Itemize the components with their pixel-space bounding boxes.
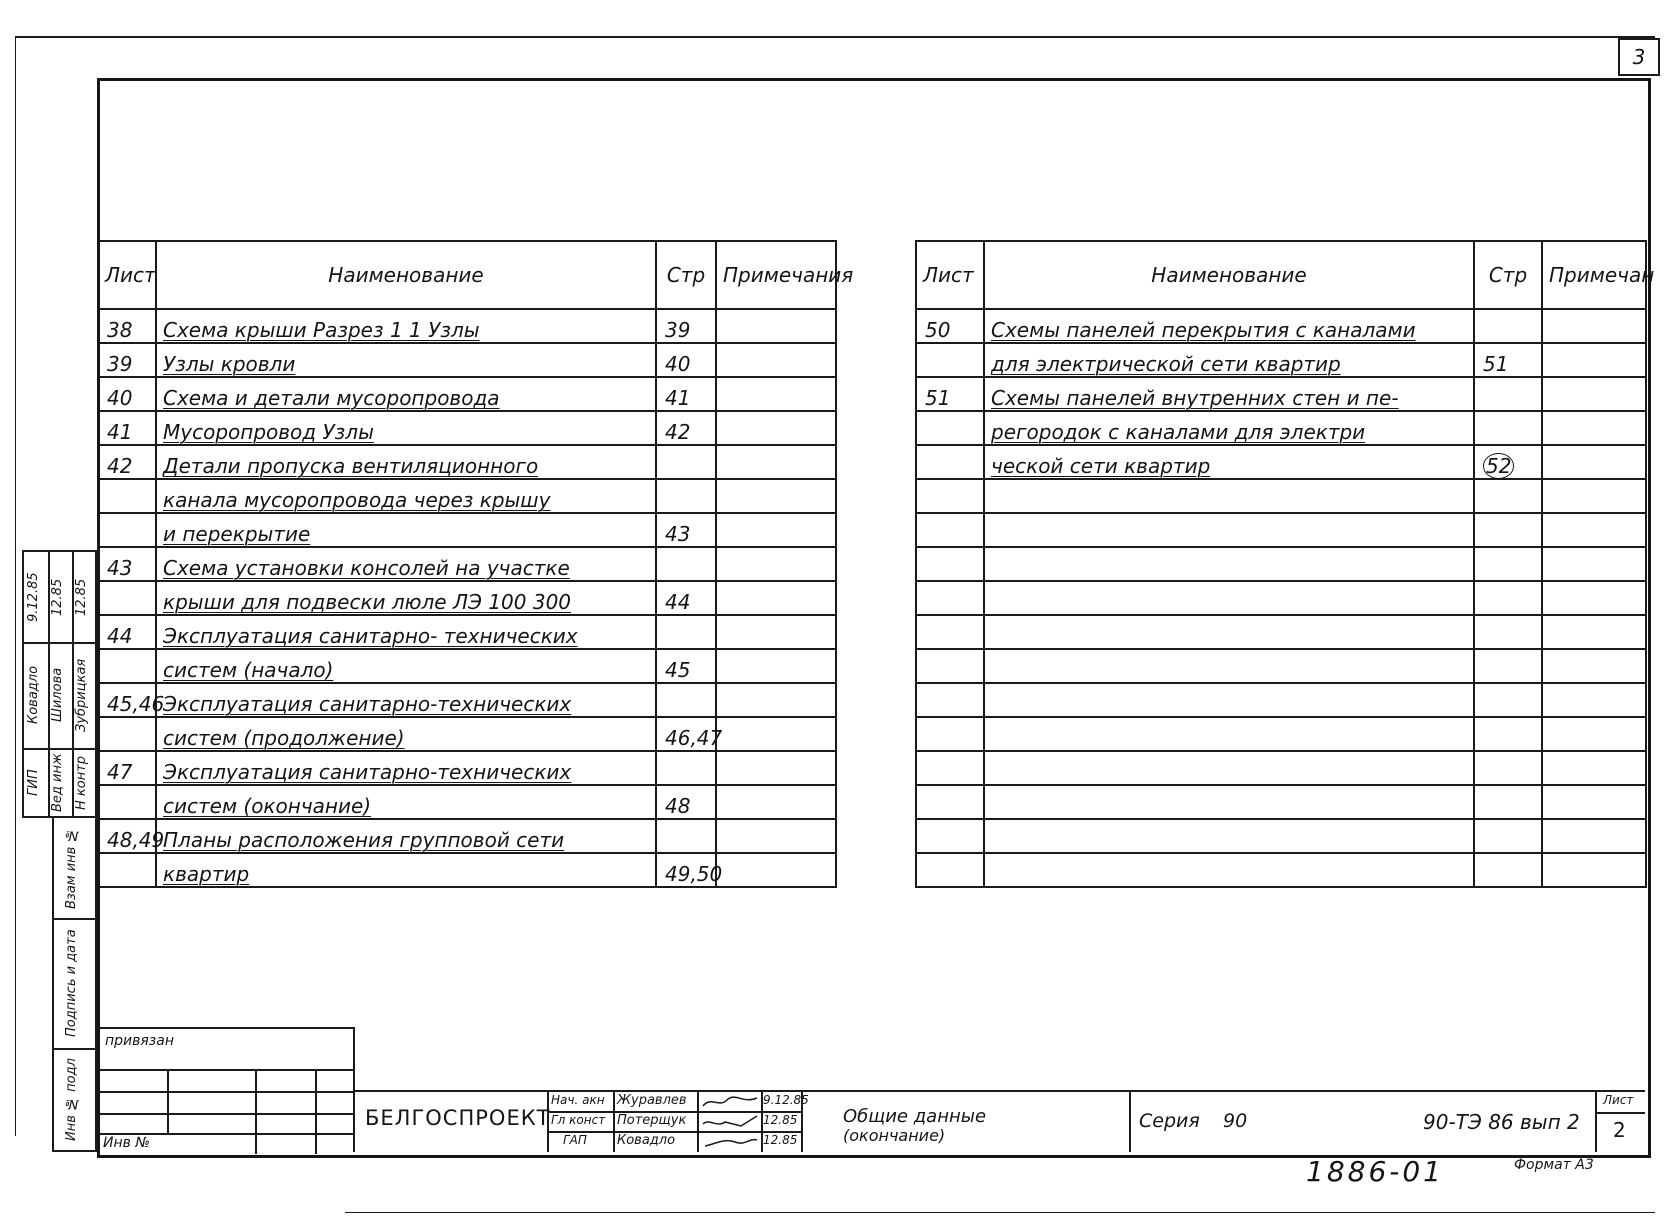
row-name — [984, 615, 1474, 649]
row-sheet-number — [98, 513, 156, 547]
sheet-number: 2 — [1613, 1118, 1626, 1142]
row-name — [156, 615, 656, 649]
stamp-name-2: Шилова — [50, 667, 65, 723]
row-sheet-number-text: 47 — [107, 760, 133, 784]
row-notes — [1542, 513, 1646, 547]
row-sheet-number — [916, 479, 984, 513]
row-sheet-number-text: 43 — [107, 556, 133, 580]
row-page-text: 48 — [665, 794, 691, 818]
row-name — [984, 785, 1474, 819]
row-sheet-number — [98, 445, 156, 479]
row-name-text: систем (продолжение) — [163, 726, 405, 750]
table-row — [916, 479, 1646, 513]
row-name-text: крыши для подвески люле ЛЭ 100 300 — [163, 590, 572, 614]
table-row — [98, 751, 836, 785]
table-row — [98, 513, 836, 547]
row-name — [156, 343, 656, 377]
table-row — [98, 377, 836, 411]
row-sheet-number — [98, 581, 156, 615]
row-name — [984, 445, 1474, 479]
drawing-title-line2: (окончание) — [843, 1126, 946, 1145]
table-row — [98, 853, 836, 887]
row-notes — [1542, 819, 1646, 853]
document-code: 90-ТЭ 86 вып 2 — [1423, 1110, 1580, 1134]
corner-sheet-number-box — [1618, 38, 1660, 76]
row-notes — [716, 445, 836, 479]
row-sheet-number — [916, 683, 984, 717]
row-page-text: 41 — [665, 386, 691, 410]
row-name-text: Схема крыши Разрез 1 1 Узлы — [163, 318, 480, 342]
row-name — [156, 445, 656, 479]
row-notes — [716, 717, 836, 751]
row-notes — [716, 377, 836, 411]
row-sheet-number-text: 44 — [107, 624, 133, 648]
row-name — [984, 411, 1474, 445]
row-page — [1474, 819, 1542, 853]
row-notes — [716, 309, 836, 343]
row-name — [984, 751, 1474, 785]
row-name — [156, 819, 656, 853]
row-page-text: 52 — [1483, 453, 1514, 479]
staff-grid — [547, 1092, 809, 1152]
row-name — [156, 717, 656, 751]
staff-date-3: 12.85 — [763, 1133, 798, 1147]
table-row — [98, 717, 836, 751]
row-page — [1474, 343, 1542, 377]
row-page — [656, 513, 716, 547]
row-page — [1474, 649, 1542, 683]
row-sheet-number — [98, 717, 156, 751]
row-page-text: 39 — [665, 318, 691, 342]
row-notes — [716, 853, 836, 887]
stamp-role-2: Вед инж — [50, 753, 65, 813]
table-row — [916, 819, 1646, 853]
row-name-text: Детали пропуска вентиляционного — [163, 454, 539, 478]
row-name-text: Эксплуатация санитарно-технических — [163, 692, 572, 716]
row-page — [1474, 785, 1542, 819]
signature-1 — [701, 1094, 759, 1110]
row-page — [656, 547, 716, 581]
row-sheet-number — [916, 717, 984, 751]
row-sheet-number — [98, 343, 156, 377]
staff-name-1: Журавлев — [617, 1093, 687, 1108]
row-name-text: квартир — [163, 862, 250, 886]
row-page — [656, 717, 723, 751]
row-notes — [716, 547, 836, 581]
stamp-name-1: Ковадло — [26, 665, 41, 725]
row-notes — [716, 819, 836, 853]
sheet-label: Лист — [1603, 1093, 1634, 1107]
header-page: Стр — [1474, 241, 1542, 309]
staff-date-1: 9.12.85 — [763, 1093, 809, 1107]
row-notes — [1542, 445, 1646, 479]
row-name — [984, 343, 1474, 377]
row-page — [1474, 717, 1542, 751]
table-row — [916, 683, 1646, 717]
row-page — [656, 785, 716, 819]
sheet-bottom-edge — [345, 1212, 1655, 1213]
row-name — [984, 819, 1474, 853]
row-page — [656, 343, 716, 377]
row-page — [1474, 309, 1542, 343]
row-sheet-number — [916, 615, 984, 649]
row-name-text: для электрической сети квартир — [991, 352, 1341, 376]
row-name — [156, 853, 656, 887]
row-sheet-number — [916, 819, 984, 853]
table-row — [98, 581, 836, 615]
series-label: Серия — [1139, 1110, 1200, 1132]
side-labels-column — [52, 816, 97, 1152]
row-name-text: Мусоропровод Узлы — [163, 420, 374, 444]
table-row — [98, 479, 836, 513]
row-notes — [1542, 547, 1646, 581]
row-sheet-number-text: 41 — [107, 420, 133, 444]
row-name — [984, 649, 1474, 683]
row-name-text: Эксплуатация санитарно-технических — [163, 760, 572, 784]
table-row — [98, 411, 836, 445]
row-page — [1474, 853, 1542, 887]
row-page — [656, 479, 716, 513]
header-notes: Примечания — [716, 241, 836, 309]
stamp-date-1: 9.12.85 — [26, 572, 41, 622]
row-name — [156, 479, 656, 513]
row-page — [1474, 751, 1542, 785]
row-notes — [1542, 343, 1646, 377]
row-page — [656, 377, 716, 411]
row-notes — [716, 411, 836, 445]
row-sheet-number — [916, 513, 984, 547]
row-page — [1474, 683, 1542, 717]
row-sheet-number — [916, 785, 984, 819]
signature-3 — [701, 1134, 759, 1150]
row-notes — [716, 343, 836, 377]
table-row — [98, 547, 836, 581]
row-name — [156, 649, 656, 683]
row-name-text: Узлы кровли — [163, 352, 296, 376]
left-table-header — [98, 241, 836, 309]
row-name-text: канала мусоропровода через крышу — [163, 488, 551, 512]
table-row — [98, 785, 836, 819]
row-page — [656, 853, 723, 887]
row-sheet-number — [98, 683, 165, 717]
row-sheet-number — [98, 649, 156, 683]
row-notes — [716, 683, 836, 717]
row-name — [984, 513, 1474, 547]
signature-2 — [701, 1114, 759, 1130]
row-name — [156, 785, 656, 819]
row-sheet-number — [98, 479, 156, 513]
row-page — [1474, 581, 1542, 615]
row-sheet-number-text: 50 — [925, 318, 951, 342]
row-page — [656, 309, 716, 343]
row-notes — [716, 615, 836, 649]
format-label: Формат А3 — [1514, 1157, 1594, 1173]
row-sheet-number-text: 38 — [107, 318, 133, 342]
row-sheet-number — [98, 785, 156, 819]
table-row — [916, 615, 1646, 649]
staff-name-3: Ковадло — [617, 1133, 676, 1148]
header-notes: Примечан — [1542, 241, 1646, 309]
row-name — [984, 717, 1474, 751]
row-name — [156, 411, 656, 445]
table-row — [916, 581, 1646, 615]
row-page — [656, 649, 716, 683]
row-page — [656, 581, 716, 615]
row-page — [1474, 547, 1542, 581]
row-sheet-number — [98, 411, 156, 445]
row-sheet-number-text: 45,46 — [107, 692, 165, 716]
row-name — [984, 479, 1474, 513]
row-name — [156, 309, 656, 343]
table-row — [916, 717, 1646, 751]
row-page — [1474, 513, 1542, 547]
row-sheet-number-text: 40 — [107, 386, 133, 410]
row-notes — [716, 581, 836, 615]
row-name — [156, 377, 656, 411]
staff-date-2: 12.85 — [763, 1113, 798, 1127]
row-page-text: 46,47 — [665, 726, 723, 750]
staff-role-1: Нач. акн — [551, 1093, 605, 1107]
row-notes — [1542, 649, 1646, 683]
binding-block — [97, 1027, 355, 1152]
row-name — [156, 683, 656, 717]
row-sheet-number — [98, 819, 165, 853]
row-page-text: 45 — [665, 658, 691, 682]
header-name: Наименование — [156, 241, 656, 309]
row-notes — [1542, 717, 1646, 751]
side-approval-stamp — [22, 550, 97, 818]
row-notes — [716, 785, 836, 819]
row-sheet-number — [916, 309, 984, 343]
inventory-number-label: Инв № — [103, 1135, 150, 1151]
row-sheet-number-text: 48,49 — [107, 828, 165, 852]
row-name — [984, 377, 1474, 411]
left-table-body — [98, 309, 836, 887]
row-sheet-number — [916, 649, 984, 683]
row-sheet-number — [916, 445, 984, 479]
right-table-header — [916, 241, 1646, 309]
row-notes — [1542, 309, 1646, 343]
table-row — [916, 411, 1646, 445]
table-row — [916, 377, 1646, 411]
table-row — [916, 785, 1646, 819]
staff-role-2: Гл конст — [551, 1113, 606, 1127]
title-block — [355, 1090, 1645, 1152]
row-name — [984, 581, 1474, 615]
row-page — [1474, 377, 1542, 411]
row-name-text: Схема и детали мусоропровода — [163, 386, 500, 410]
row-page — [656, 683, 716, 717]
row-sheet-number-text: 42 — [107, 454, 133, 478]
row-name-text: Планы расположения групповой сети — [163, 828, 565, 852]
stamp-role-3: Н контр — [74, 755, 89, 811]
row-notes — [1542, 853, 1646, 887]
sheet-number-cell — [1595, 1092, 1645, 1152]
table-row — [98, 649, 836, 683]
row-page-text: 43 — [665, 522, 691, 546]
row-name-text: Эксплуатация санитарно- технических — [163, 624, 578, 648]
row-name-text: ческой сети квартир — [991, 454, 1211, 478]
row-notes — [1542, 683, 1646, 717]
right-table-body — [916, 309, 1646, 887]
row-page-text: 49,50 — [665, 862, 723, 886]
table-row — [916, 445, 1646, 479]
header-page: Стр — [656, 241, 716, 309]
drawing-title-line1: Общие данные — [843, 1106, 987, 1127]
label-inv-original: Инв № подл — [64, 1058, 79, 1142]
row-notes — [716, 751, 836, 785]
row-name — [984, 683, 1474, 717]
row-notes — [1542, 377, 1646, 411]
row-page — [656, 445, 716, 479]
stamp-role-1: ГИП — [26, 769, 41, 797]
staff-name-2: Потерщук — [617, 1113, 687, 1128]
table-row — [916, 309, 1646, 343]
row-name — [984, 547, 1474, 581]
row-name-text: Схемы панелей внутренних стен и пе- — [991, 386, 1399, 410]
table-row — [98, 343, 836, 377]
organization-name: БЕЛГОСПРОЕКТ — [365, 1106, 551, 1130]
row-sheet-number-text: 39 — [107, 352, 133, 376]
row-name — [156, 513, 656, 547]
row-name-text: регородок с каналами для электри — [991, 420, 1366, 444]
row-page-text: 51 — [1483, 352, 1509, 376]
row-page — [1474, 445, 1542, 479]
table-row — [98, 615, 836, 649]
header-sheet: Лист — [916, 241, 984, 309]
row-page — [656, 615, 716, 649]
table-row — [916, 649, 1646, 683]
series-value: 90 — [1223, 1110, 1248, 1132]
row-page — [656, 751, 716, 785]
header-sheet: Лист — [98, 241, 156, 309]
right-contents-table — [915, 240, 1655, 888]
row-notes — [1542, 615, 1646, 649]
sheet-left-edge — [15, 36, 16, 1136]
row-sheet-number — [98, 377, 156, 411]
row-notes — [716, 649, 836, 683]
row-sheet-number — [916, 411, 984, 445]
row-sheet-number — [98, 615, 156, 649]
header-name: Наименование — [984, 241, 1474, 309]
row-sheet-number-text: 51 — [925, 386, 951, 410]
row-sheet-number — [916, 751, 984, 785]
row-page — [1474, 479, 1542, 513]
row-notes — [1542, 411, 1646, 445]
corner-sheet-number: 3 — [1632, 45, 1646, 69]
row-sheet-number — [98, 751, 156, 785]
row-sheet-number — [916, 547, 984, 581]
row-notes — [1542, 785, 1646, 819]
table-row — [98, 445, 836, 479]
table-row — [916, 751, 1646, 785]
table-row — [98, 683, 836, 717]
stamp-date-3: 12.85 — [74, 578, 89, 616]
row-notes — [1542, 581, 1646, 615]
row-name-text: Схемы панелей перекрытия с каналами — [991, 318, 1416, 342]
row-page — [1474, 615, 1542, 649]
sheet-top-edge — [15, 36, 1655, 38]
row-sheet-number — [916, 581, 984, 615]
row-sheet-number — [916, 377, 984, 411]
left-contents-table — [97, 240, 854, 888]
row-notes — [716, 513, 836, 547]
stamp-date-2: 12.85 — [50, 578, 65, 616]
row-page — [656, 411, 716, 445]
row-page-text: 44 — [665, 590, 691, 614]
table-row — [98, 309, 836, 343]
row-name-text: Схема установки консолей на участке — [163, 556, 570, 580]
row-page — [656, 819, 716, 853]
row-sheet-number — [98, 547, 156, 581]
row-name — [156, 581, 656, 615]
row-sheet-number — [98, 853, 156, 887]
label-replace-inv: Взам инв № — [64, 827, 79, 909]
table-row — [916, 853, 1646, 887]
table-row — [916, 513, 1646, 547]
row-notes — [1542, 479, 1646, 513]
row-notes — [1542, 751, 1646, 785]
row-name — [156, 547, 656, 581]
archive-number: 1886-01 — [1306, 1155, 1444, 1188]
binding-label: привязан — [105, 1033, 174, 1049]
row-name — [156, 751, 656, 785]
table-row — [916, 343, 1646, 377]
row-name — [984, 309, 1474, 343]
row-page-text: 42 — [665, 420, 691, 444]
row-name-text: и перекрытие — [163, 522, 311, 546]
label-signature-date: Подпись и дата — [64, 929, 79, 1037]
row-sheet-number — [98, 309, 156, 343]
row-sheet-number — [916, 343, 984, 377]
table-row — [916, 547, 1646, 581]
table-row — [98, 819, 836, 853]
row-page — [1474, 411, 1542, 445]
staff-role-3: ГАП — [563, 1133, 587, 1147]
row-sheet-number — [916, 853, 984, 887]
row-notes — [716, 479, 836, 513]
row-page-text: 40 — [665, 352, 691, 376]
row-name-text: систем (начало) — [163, 658, 334, 682]
row-name-text: систем (окончание) — [163, 794, 372, 818]
stamp-name-3: Зубрицкая — [74, 658, 89, 732]
row-name — [984, 853, 1474, 887]
